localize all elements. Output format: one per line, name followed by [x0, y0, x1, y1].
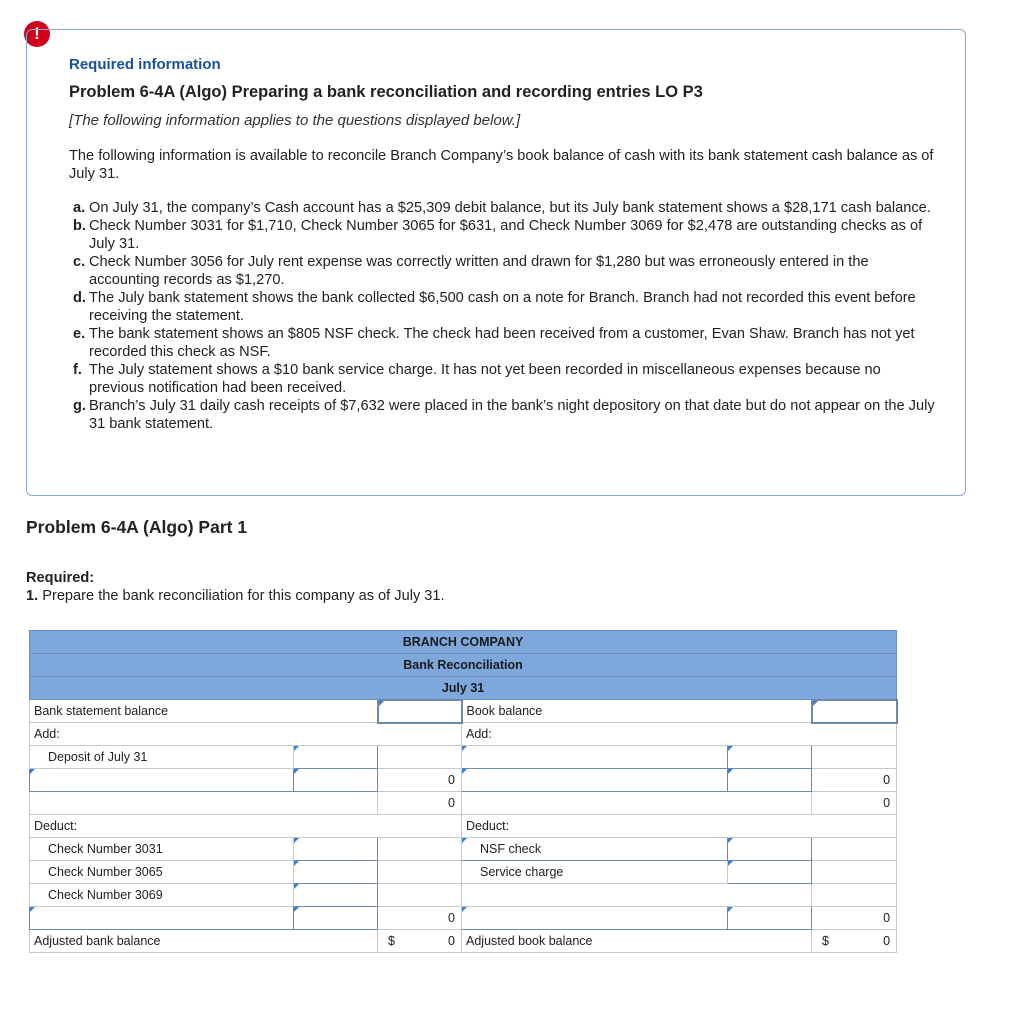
- bank-add-description-input[interactable]: [30, 769, 294, 792]
- adjusted-bank-balance-value: 0: [448, 934, 455, 948]
- fact-letter: c.: [73, 254, 86, 270]
- book-add-label: Add:: [462, 723, 897, 746]
- statement-title-header: Bank Reconciliation: [30, 654, 897, 677]
- bank-statement-balance-input[interactable]: [378, 700, 462, 723]
- service-charge-amount-input[interactable]: [728, 861, 812, 884]
- adjusted-bank-balance-cell: [378, 930, 462, 953]
- problem-title: Problem 6-4A (Algo) Preparing a bank reconciliation and recording entries LO P3: [69, 83, 703, 101]
- adjusted-book-balance-value: 0: [883, 934, 891, 948]
- book-add-description-input-2[interactable]: [462, 769, 728, 792]
- applies-note: [The following information applies to the questions displayed below.]: [69, 112, 521, 129]
- check-3065-amount-input[interactable]: [294, 861, 378, 884]
- bank-deduct-total: 0: [378, 907, 462, 930]
- fact-item: [73, 397, 939, 433]
- check-3031-amount-input[interactable]: [294, 838, 378, 861]
- book-deduct-label: Deduct:: [462, 815, 897, 838]
- check-3031-label: Check Number 3031: [30, 838, 294, 861]
- fact-item: [73, 253, 939, 289]
- bank-subtotal: 0: [378, 792, 462, 815]
- deposit-amount-input[interactable]: [294, 746, 378, 769]
- fact-text: The July statement shows a $10 bank service charge. It has not yet been recorded in miscellaneous expenses because no previous notification had been received.: [89, 362, 881, 396]
- company-name-header: BRANCH COMPANY: [30, 631, 897, 654]
- required-text: Prepare the bank reconciliation for this company as of July 31.: [38, 588, 445, 604]
- deposit-july-31-label: Deposit of July 31: [30, 746, 294, 769]
- nsf-check-amount-input[interactable]: [728, 838, 812, 861]
- book-subtotal: 0: [812, 792, 897, 815]
- empty-cell: [30, 792, 378, 815]
- book-add-amount-input-1[interactable]: [728, 746, 812, 769]
- book-deduct-description-input[interactable]: [462, 907, 728, 930]
- empty-cell: [378, 838, 462, 861]
- fact-letter: d.: [73, 290, 86, 306]
- empty-cell: [812, 884, 897, 907]
- required-number: 1.: [26, 588, 39, 604]
- bank-add-total: 0: [378, 769, 462, 792]
- adjusted-bank-balance-label: Adjusted bank balance: [30, 930, 378, 953]
- bank-deduct-amount-input[interactable]: [294, 907, 378, 930]
- service-charge-label: Service charge: [462, 861, 728, 884]
- required-instructions: [26, 569, 445, 605]
- bank-deduct-description-input[interactable]: [30, 907, 294, 930]
- fact-text: Check Number 3031 for $1,710, Check Number 3065 for $631, and Check Number 3069 for $2,478 are outstanding checks as of July 31.: [89, 218, 923, 252]
- book-add-total: 0: [812, 769, 897, 792]
- fact-letter: f.: [73, 362, 82, 378]
- bank-add-amount-input[interactable]: [294, 769, 378, 792]
- book-add-description-input-1[interactable]: [462, 746, 728, 769]
- required-instruction: [26, 587, 445, 605]
- required-information-panel: [26, 29, 966, 496]
- bank-add-label: Add:: [30, 723, 462, 746]
- check-3069-label: Check Number 3069: [30, 884, 294, 907]
- facts-list: [73, 199, 939, 433]
- fact-item: [73, 325, 939, 361]
- fact-item: [73, 289, 939, 325]
- dollar-sign: $: [822, 934, 829, 948]
- bank-deduct-label: Deduct:: [30, 815, 462, 838]
- book-balance-input[interactable]: [812, 700, 897, 723]
- book-add-amount-input-2[interactable]: [728, 769, 812, 792]
- adjusted-book-balance-label: Adjusted book balance: [462, 930, 812, 953]
- nsf-check-label[interactable]: NSF check: [462, 838, 728, 861]
- bank-reconciliation-table: [29, 630, 898, 953]
- alert-icon: !: [24, 21, 50, 47]
- empty-cell: [812, 861, 897, 884]
- bank-statement-balance-label: Bank statement balance: [30, 700, 378, 723]
- fact-text: On July 31, the company’s Cash account has a $25,309 debit balance, but its July bank statement shows a $28,171 cash balance.: [89, 200, 931, 216]
- empty-cell: [812, 838, 897, 861]
- empty-cell: [378, 746, 462, 769]
- required-label: Required:: [26, 570, 95, 586]
- part-title: Problem 6-4A (Algo) Part 1: [26, 517, 248, 537]
- fact-text: Branch’s July 31 daily cash receipts of $7,632 were placed in the bank’s night depository on that date but do not appear on the July 31 bank statement.: [89, 398, 935, 432]
- book-deduct-total: 0: [812, 907, 897, 930]
- empty-cell: [378, 861, 462, 884]
- adjusted-book-balance-cell: [812, 930, 897, 953]
- empty-cell: [462, 792, 812, 815]
- empty-cell: [462, 884, 812, 907]
- book-deduct-amount-input[interactable]: [728, 907, 812, 930]
- check-3065-label: Check Number 3065: [30, 861, 294, 884]
- fact-letter: a.: [73, 200, 86, 216]
- fact-item: [73, 217, 939, 253]
- fact-text: Check Number 3056 for July rent expense was correctly written and drawn for $1,280 but was erroneously entered in the accounting records as $1,270.: [89, 254, 869, 288]
- fact-letter: e.: [73, 326, 86, 342]
- fact-text: The July bank statement shows the bank collected $6,500 cash on a note for Branch. Branch had not recorded this event before receiving the statement.: [89, 290, 916, 324]
- dollar-sign: $: [388, 934, 395, 948]
- fact-letter: b.: [73, 218, 86, 234]
- empty-cell: [812, 746, 897, 769]
- fact-item: [73, 199, 939, 217]
- book-balance-label: Book balance: [462, 700, 812, 723]
- fact-item: [73, 361, 939, 397]
- required-information-heading: Required information: [69, 56, 221, 73]
- empty-cell: [378, 884, 462, 907]
- fact-text: The bank statement shows an $805 NSF check. The check had been received from a customer, Evan Shaw. Branch has not yet recorded this check as NSF.: [89, 326, 915, 360]
- statement-date-header: July 31: [30, 677, 897, 700]
- fact-letter: g.: [73, 398, 86, 414]
- intro-text: The following information is available to reconcile Branch Company’s book balance of cash with its bank statement cash balance as of July 31.: [69, 148, 934, 182]
- check-3069-amount-input[interactable]: [294, 884, 378, 907]
